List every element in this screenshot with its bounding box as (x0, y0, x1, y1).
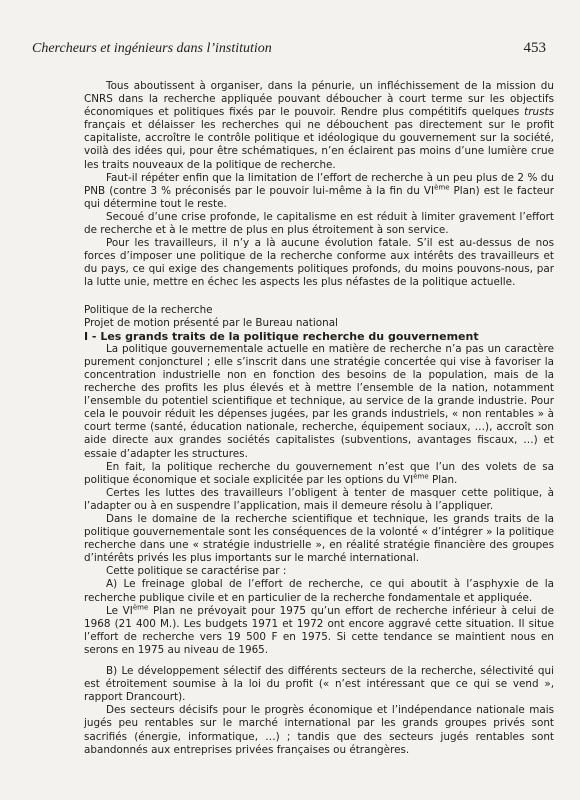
section-title: Politique de la recherche (84, 303, 213, 316)
paragraph: Cette politique se caractérise par : (106, 565, 287, 578)
paragraph: Dans le domaine de la recherche scientifique et technique, les grands traits de la politique gouvernementale sont les conséquences de la volonté « d’intégrer » la politique recherche dans une « stratégie industrielle », en réalité stratégie financière des groupes d’intérêts privés les plus importants sur le marché international. (84, 513, 554, 565)
paragraph: Tous aboutissent à organiser, dans la pénurie, un infléchissement de la mission du CNRS dans la recherche appliquée pouvant déboucher à court terme sur les objectifs économiques et politiques fixés par le pouvoir. Rendre plus compétitifs quelques trusts français et délaisser les recherches qui ne débouchent pas directement sur le profit capitaliste, accroître le contrôle politique et idéologique du gouvernement sur la société, voilà des idées qui, pour être schématiques, n’en éclairent pas moins d’une lumière crue les traits nouveaux de la politique de recherche. (84, 80, 554, 171)
paragraph: Le VIème Plan ne prévoyait pour 1975 qu’un effort de recherche inférieur à celui de 1968 (21 400 M.). Les budgets 1971 et 1972 ont encore aggravé cette situation. Il situe l’effort de recherche vers 19 500 F en 1975. Si cette tendance se maintient nous en serons en 1975 au niveau de 1965. (84, 603, 554, 656)
paragraph: Pour les travailleurs, il n’y a là aucune évolution fatale. S’il est au-dessus de nos forces d’imposer une politique de la recherche conforme aux intérêts des travailleurs et du pays, ce qui exige des changements politiques profonds, du moins pouvons-nous, par la lutte unie, mettre en échec les aspects les plus néfastes de la politique actuelle. (84, 237, 554, 289)
running-header (32, 40, 546, 57)
emphasis: trusts (524, 106, 554, 119)
section-subtitle: Projet de motion présenté par le Bureau national (84, 316, 338, 329)
paragraph: Certes les luttes des travailleurs l’obligent à tenter de masquer cette politique, à l’adapter ou à en suspendre l’application, mais il demeure résolu à l’appliquer. (84, 486, 554, 512)
section-heading: I - Les grands traits de la politique recherche du gouvernement (84, 329, 479, 343)
page-number: 453 (523, 40, 546, 56)
paragraph: Secoué d’une crise profonde, le capitalisme en est réduit à limiter gravement l’effort de recherche et à le mettre de plus en plus étroitement à son service. (84, 210, 554, 237)
paragraph: Des secteurs décisifs pour le progrès économique et l’indépendance nationale mais jugés peu rentables sur le marché international par les grands groupes privés sont sacrifiés (énergie, informatique, …) ; tandis que des secteurs jugés rentables sont abandonnés aux entreprises privées françaises ou étrangères. (84, 704, 554, 756)
paragraph: B) Le développement sélectif des différents secteurs de la recherche, sélectivité qui est étroitement soumise à la loi du profit (« n’est intéressant que ce qui se vend », rapport Drancourt). (84, 665, 554, 704)
paragraph: En fait, la politique recherche du gouvernement n’est que l’un des volets de sa politique économique et sociale explicitée par les options du VIème Plan. (84, 460, 554, 486)
superscript: ème (132, 603, 149, 612)
paragraph: La politique gouvernementale actuelle en matière de recherche n’a pas un caractère purement conjoncturel ; elle s’inscrit dans une stratégie concertée qui vise à favoriser la concentration industrielle non en fonction des besoins de la population, mais de la recherche des profits les plus élevés et à mettre l’ensemble de la nation, notamment l’ensemble du potentiel scientifique et technique, au service de la grande industrie. Pour cela le pouvoir réduit les dépenses jugées, par les grands industriels, « non rentables » à court terme (santé, éducation nationale, recherche, équipement sociaux, …), accroît son aide directe aux grandes sociétés capitalistes (subventions, avantages fiscaux, …) et essaie d’adapter les structures. (84, 342, 554, 460)
running-title: Chercheurs et ingénieurs dans l’institution (32, 41, 272, 56)
paragraph: Faut-il répéter enfin que la limitation de l’effort de recherche à un peu plus de 2 % du PNB (contre 3 % préconisés par le pouvoir lui-même à la fin du VIème Plan) est le facteur qui détermine tout le reste. (84, 171, 555, 210)
superscript: ème (413, 472, 429, 481)
body-text (84, 80, 554, 757)
paragraph: A) Le freinage global de l’effort de recherche, ce qui aboutit à l’asphyxie de la recherche publique civile et en particulier de la recherche fondamentale et appliquée. (84, 578, 554, 604)
superscript: ème (434, 183, 450, 192)
